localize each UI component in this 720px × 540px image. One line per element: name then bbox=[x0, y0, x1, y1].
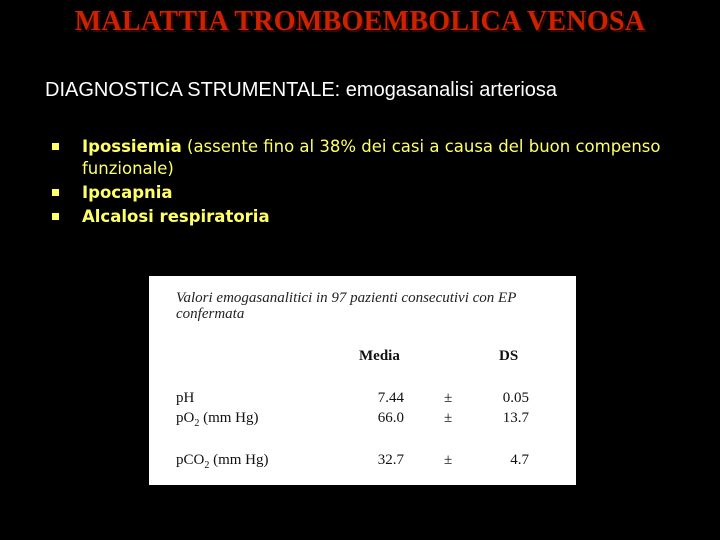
table-caption: Valori emogasanalitici in 97 pazienti consecutivi con EP confermata bbox=[176, 290, 517, 322]
slide-subtitle: DIAGNOSTICA STRUMENTALE: emogasanalisi arteriosa bbox=[45, 79, 558, 101]
row-sd: 0.05 bbox=[502, 390, 529, 406]
square-bullet-icon bbox=[52, 213, 59, 220]
square-bullet-icon bbox=[52, 189, 59, 196]
row-plusminus: ± bbox=[444, 390, 453, 406]
slide-title: MALATTIA TROMBOEMBOLICA VENOSA bbox=[74, 6, 646, 37]
row-mean: 66.0 bbox=[377, 410, 404, 426]
bullet-strong: Alcalosi respiratoria bbox=[82, 207, 270, 226]
bullet-strong: Ipossiemia bbox=[82, 137, 182, 156]
row-mean: 32.7 bbox=[377, 452, 404, 468]
bullet-item bbox=[48, 136, 668, 180]
header-sd: DS bbox=[499, 348, 519, 364]
bullet-item bbox=[48, 206, 668, 228]
bloodgas-table-image bbox=[149, 276, 576, 485]
row-label: pH bbox=[176, 390, 195, 406]
header-mean: Media bbox=[359, 348, 400, 364]
row-plusminus: ± bbox=[444, 410, 453, 426]
row-label: pCO$_2$ (mm Hg) bbox=[176, 452, 269, 471]
row-sd: 13.7 bbox=[502, 410, 529, 426]
row-mean: 7.44 bbox=[377, 390, 404, 406]
bullet-text: (assente fino al 38% dei casi a causa del buon compenso funzionale) bbox=[82, 137, 661, 178]
square-bullet-icon bbox=[52, 143, 59, 150]
row-sd: 4.7 bbox=[510, 452, 529, 468]
bullet-list bbox=[48, 136, 668, 230]
row-plusminus: ± bbox=[444, 452, 453, 468]
row-label: $pO_2$ (mm Hg) bbox=[176, 410, 259, 429]
bullet-item bbox=[48, 182, 668, 204]
bullet-strong: Ipocapnia bbox=[82, 183, 173, 202]
